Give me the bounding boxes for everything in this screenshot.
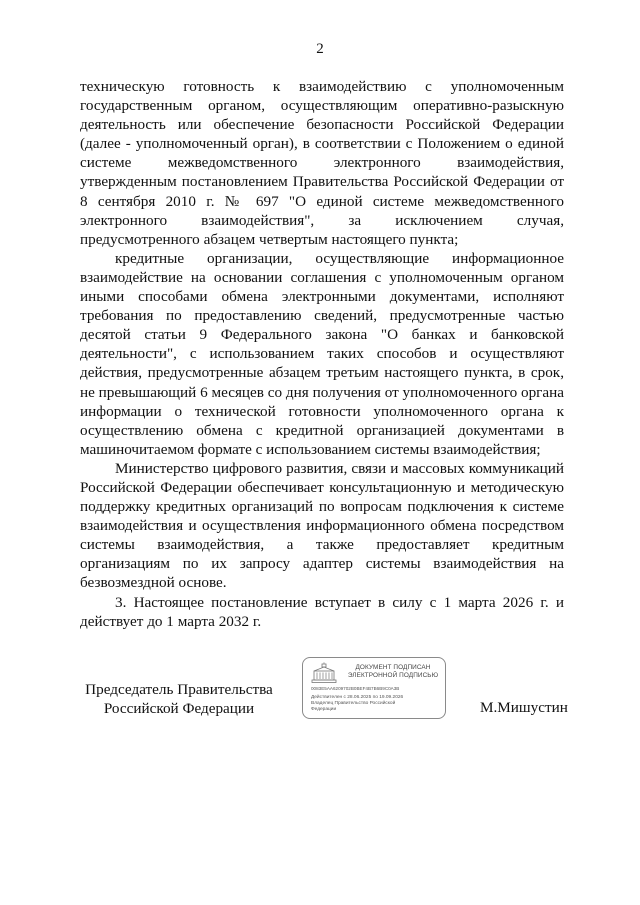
stamp-details bbox=[311, 695, 403, 713]
paragraph-3: Министерство цифрового развития, связи и массовых коммуникаций Российской Федерации обеспечивает консультационную и методическую поддержку кредитных организаций по вопросам подключения к системе взаимодействия и осуществления информационного обмена посредством системы взаимодействия, а также предоставляет кредитным организациям по их запросу адаптер системы взаимодействия на безвозмездной основе. bbox=[80, 459, 564, 592]
signer-name: М.Мишустин bbox=[480, 699, 568, 716]
electronic-signature-stamp bbox=[302, 657, 446, 719]
paragraph-2: кредитные организации, осуществляющие информационное взаимодействие на основании соглашения с уполномоченным органом иными способами обмена электронными документами, исполняют требования по предоставлению сведений, предусмотренные частью десятой статьи 9 Федерального закона "О банках и банковской деятельности", с использованием таких способов и осуществляют действия, предусмотренные абзацем третьим настоящего пункта, в срок, не превышающий 6 месяцев со дня получения от уполномоченного органа информации о технической готовности уполномоченного органа к осуществлению обмена с кредитной организацией документами в машиночитаемом формате с использованием системы взаимодействия; bbox=[80, 249, 564, 458]
stamp-validity: Действителен с 28.06.2025 по 19.09.2026 bbox=[311, 695, 404, 700]
government-building-icon bbox=[309, 662, 339, 684]
stamp-heading-line-1: ДОКУМЕНТ ПОДПИСАН bbox=[355, 664, 431, 671]
paragraph-4: 3. Настоящее постановление вступает в силу с 1 марта 2026 г. и действует до 1 марта 2032 г. bbox=[80, 593, 564, 630]
stamp-heading-line-2: ЭЛЕКТРОННОЙ ПОДПИСЬЮ bbox=[347, 671, 439, 679]
stamp-owner-line-1: Владелец Правительство Российской bbox=[311, 701, 396, 707]
signer-title bbox=[79, 680, 279, 718]
signer-title-line-2: Российской Федерации bbox=[103, 700, 255, 718]
paragraph-1: техническую готовность к взаимодействию с уполномоченным государственным органом, осуществляющим оперативно-разыскную деятельность или обеспечение безопасности Российской Федерации (далее - уполномоченный орган), в соответствии с Положением о единой системе межведомственного электронного взаимодействия, утвержденным постановлением Правительства Российской Федерации от 8 сентября 2010 г. № 697 "О единой системе межведомственного электронного взаимодействия", за исключением случая, предусмотренного абзацем четвертым настоящего пункта; bbox=[80, 78, 564, 248]
stamp-owner-line-2: Федерации bbox=[311, 707, 337, 713]
signer-title-line-1: Председатель Правительства bbox=[85, 681, 273, 698]
stamp-heading bbox=[343, 664, 443, 679]
document-body bbox=[80, 77, 564, 631]
page-number: 2 bbox=[316, 41, 324, 57]
stamp-certificate-number: 0083E5AA6209702B0BEF4B7B6B9C0A3B bbox=[311, 686, 400, 691]
